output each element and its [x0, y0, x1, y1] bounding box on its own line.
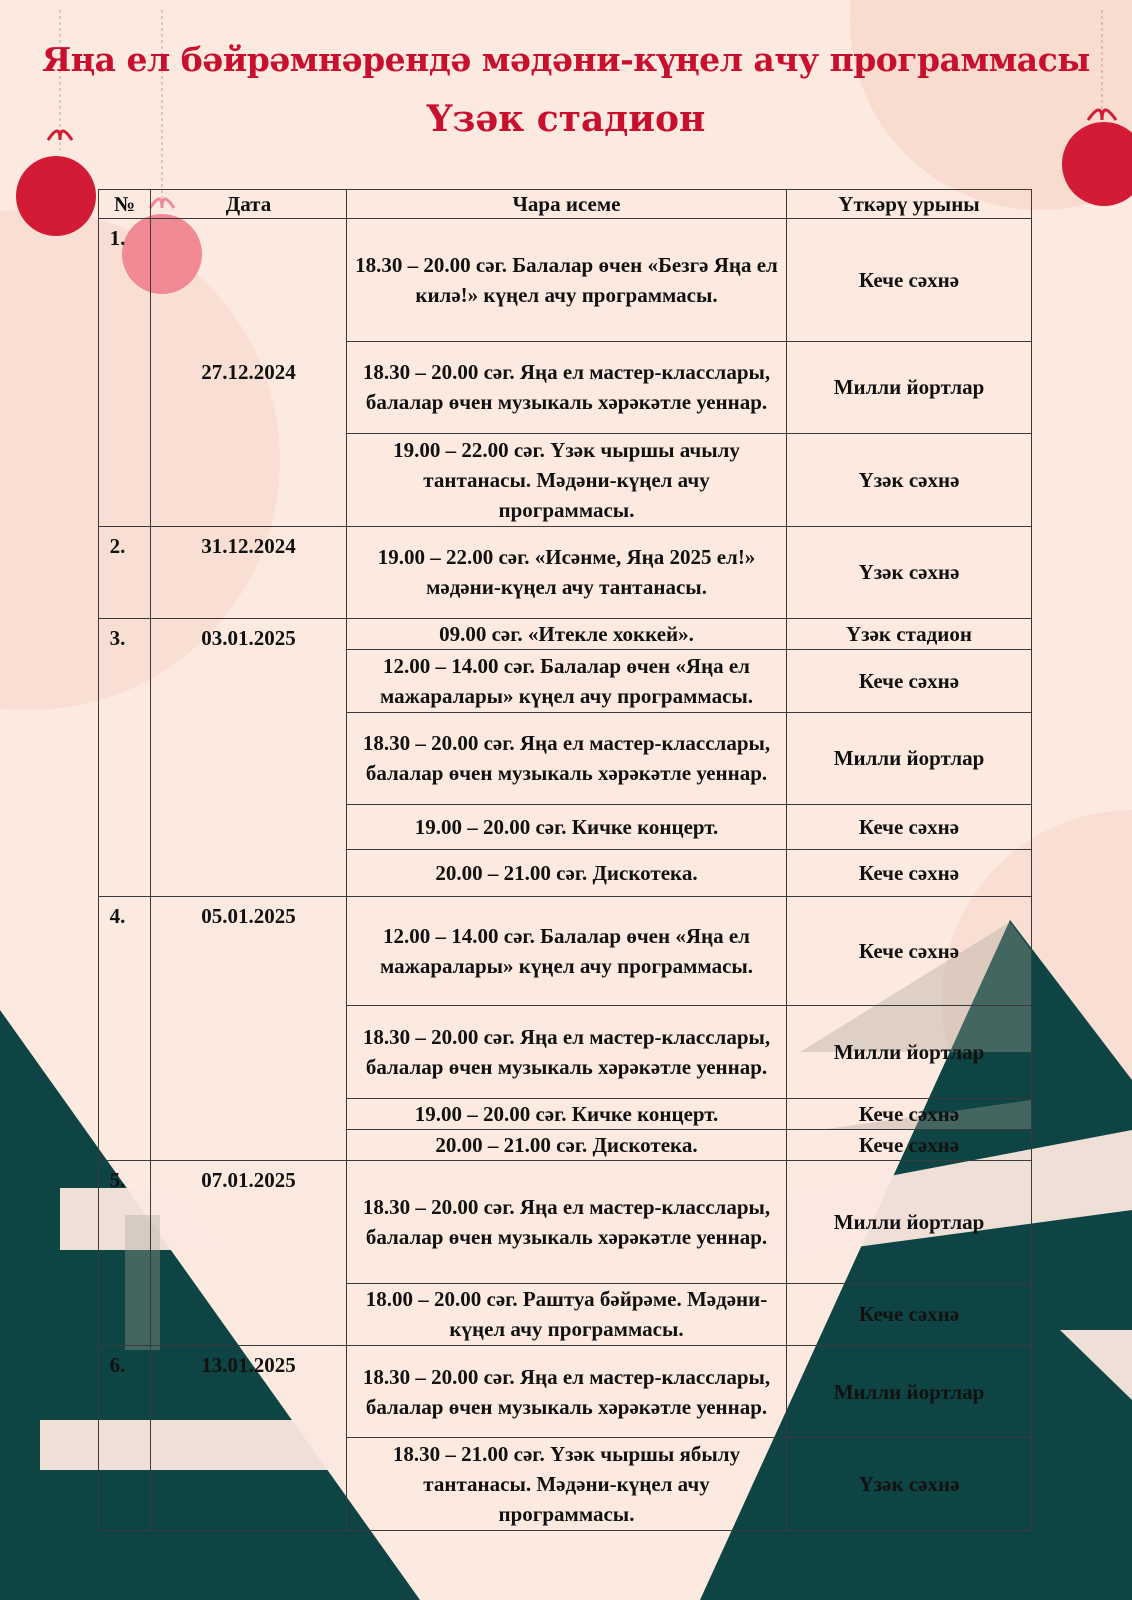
- event-place: Үзәк стадион: [787, 619, 1032, 650]
- header-event: Чара исеме: [347, 190, 787, 219]
- event-name: 19.00 – 20.00 сәг. Кичке концерт.: [347, 1098, 787, 1129]
- event-name: 19.00 – 20.00 сәг. Кичке концерт.: [347, 805, 787, 850]
- row-number: 3.: [99, 619, 151, 896]
- event-place: Милли йортлар: [787, 1345, 1032, 1437]
- row-date: 27.12.2024: [151, 219, 347, 527]
- header-num: №: [99, 190, 151, 219]
- event-place: Үзәк сәхнә: [787, 434, 1032, 526]
- event-place: Үзәк сәхнә: [787, 526, 1032, 618]
- table-row: [99, 619, 1032, 650]
- row-date: 31.12.2024: [151, 526, 347, 618]
- row-number: 5.: [99, 1160, 151, 1345]
- event-name: 20.00 – 21.00 сәг. Дискотека.: [347, 1129, 787, 1160]
- table-row: [99, 526, 1032, 618]
- event-place: Кече сәхнә: [787, 896, 1032, 1006]
- event-place: Кече сәхнә: [787, 850, 1032, 896]
- event-name: 18.30 – 20.00 сәг. Яңа ел мастер-класслары, балалар өчен музыкаль хәрәкәтле уеннар.: [347, 712, 787, 804]
- ornament-icon: [16, 156, 96, 236]
- event-place: Кече сәхнә: [787, 1283, 1032, 1345]
- event-place: Кече сәхнә: [787, 219, 1032, 342]
- table-row: [99, 896, 1032, 1006]
- table-row: [99, 219, 1032, 342]
- event-place: Кече сәхнә: [787, 1098, 1032, 1129]
- event-name: 12.00 – 14.00 сәг. Балалар өчен «Яңа ел мажаралары» күңел ачу программасы.: [347, 896, 787, 1006]
- header-place: Үткәрү урыны: [787, 190, 1032, 219]
- row-date: 07.01.2025: [151, 1160, 347, 1345]
- header-date: Дата: [151, 190, 347, 219]
- event-name: 09.00 сәг. «Итекле хоккей».: [347, 619, 787, 650]
- row-number: 4.: [99, 896, 151, 1160]
- event-name: 19.00 – 22.00 сәг. «Исәнме, Яңа 2025 ел!» мәдәни-күңел ачу тантанасы.: [347, 526, 787, 618]
- event-name: 20.00 – 21.00 сәг. Дискотека.: [347, 850, 787, 896]
- event-name: 12.00 – 14.00 сәг. Балалар өчен «Яңа ел мажаралары» күңел ачу программасы.: [347, 650, 787, 712]
- event-place: Милли йортлар: [787, 1160, 1032, 1283]
- page-title: Яңа ел бәйрәмнәрендә мәдәни-күңел ачу программасы: [42, 40, 1090, 79]
- table-header-row: [99, 190, 1032, 219]
- row-number: 1.: [99, 219, 151, 527]
- row-date: 05.01.2025: [151, 896, 347, 1160]
- event-name: 18.30 – 20.00 сәг. Балалар өчен «Безгә Яңа ел килә!» күңел ачу программасы.: [347, 219, 787, 342]
- event-name: 18.30 – 21.00 сәг. Үзәк чыршы ябылу тантанасы. Мәдәни-күңел ачу программасы.: [347, 1438, 787, 1531]
- schedule-table: [98, 189, 1032, 1531]
- event-name: 18.30 – 20.00 сәг. Яңа ел мастер-класслары, балалар өчен музыкаль хәрәкәтле уеннар.: [347, 1345, 787, 1437]
- event-place: Кече сәхнә: [787, 650, 1032, 712]
- event-name: 18.30 – 20.00 сәг. Яңа ел мастер-класслары, балалар өчен музыкаль хәрәкәтле уеннар.: [347, 1006, 787, 1098]
- event-place: Кече сәхнә: [787, 1129, 1032, 1160]
- event-place: Милли йортлар: [787, 1006, 1032, 1098]
- event-name: 18.00 – 20.00 сәг. Раштуа бәйрәме. Мәдәни-күңел ачу программасы.: [347, 1283, 787, 1345]
- event-name: 18.30 – 20.00 сәг. Яңа ел мастер-класслары, балалар өчен музыкаль хәрәкәтле уеннар.: [347, 341, 787, 433]
- table-row: [99, 1160, 1032, 1283]
- event-name: 18.30 – 20.00 сәг. Яңа ел мастер-класслары, балалар өчен музыкаль хәрәкәтле уеннар.: [347, 1160, 787, 1283]
- row-number: 6.: [99, 1345, 151, 1530]
- table-row: [99, 1345, 1032, 1437]
- row-date: 13.01.2025: [151, 1345, 347, 1530]
- page-subtitle: Үзәк стадион: [426, 98, 706, 140]
- event-place: Милли йортлар: [787, 341, 1032, 433]
- row-number: 2.: [99, 526, 151, 618]
- event-name: 19.00 – 22.00 сәг. Үзәк чыршы ачылу тантанасы. Мәдәни-күңел ачу программасы.: [347, 434, 787, 526]
- event-place: Милли йортлар: [787, 712, 1032, 804]
- event-place: Кече сәхнә: [787, 805, 1032, 850]
- row-date: 03.01.2025: [151, 619, 347, 896]
- event-place: Үзәк сәхнә: [787, 1438, 1032, 1531]
